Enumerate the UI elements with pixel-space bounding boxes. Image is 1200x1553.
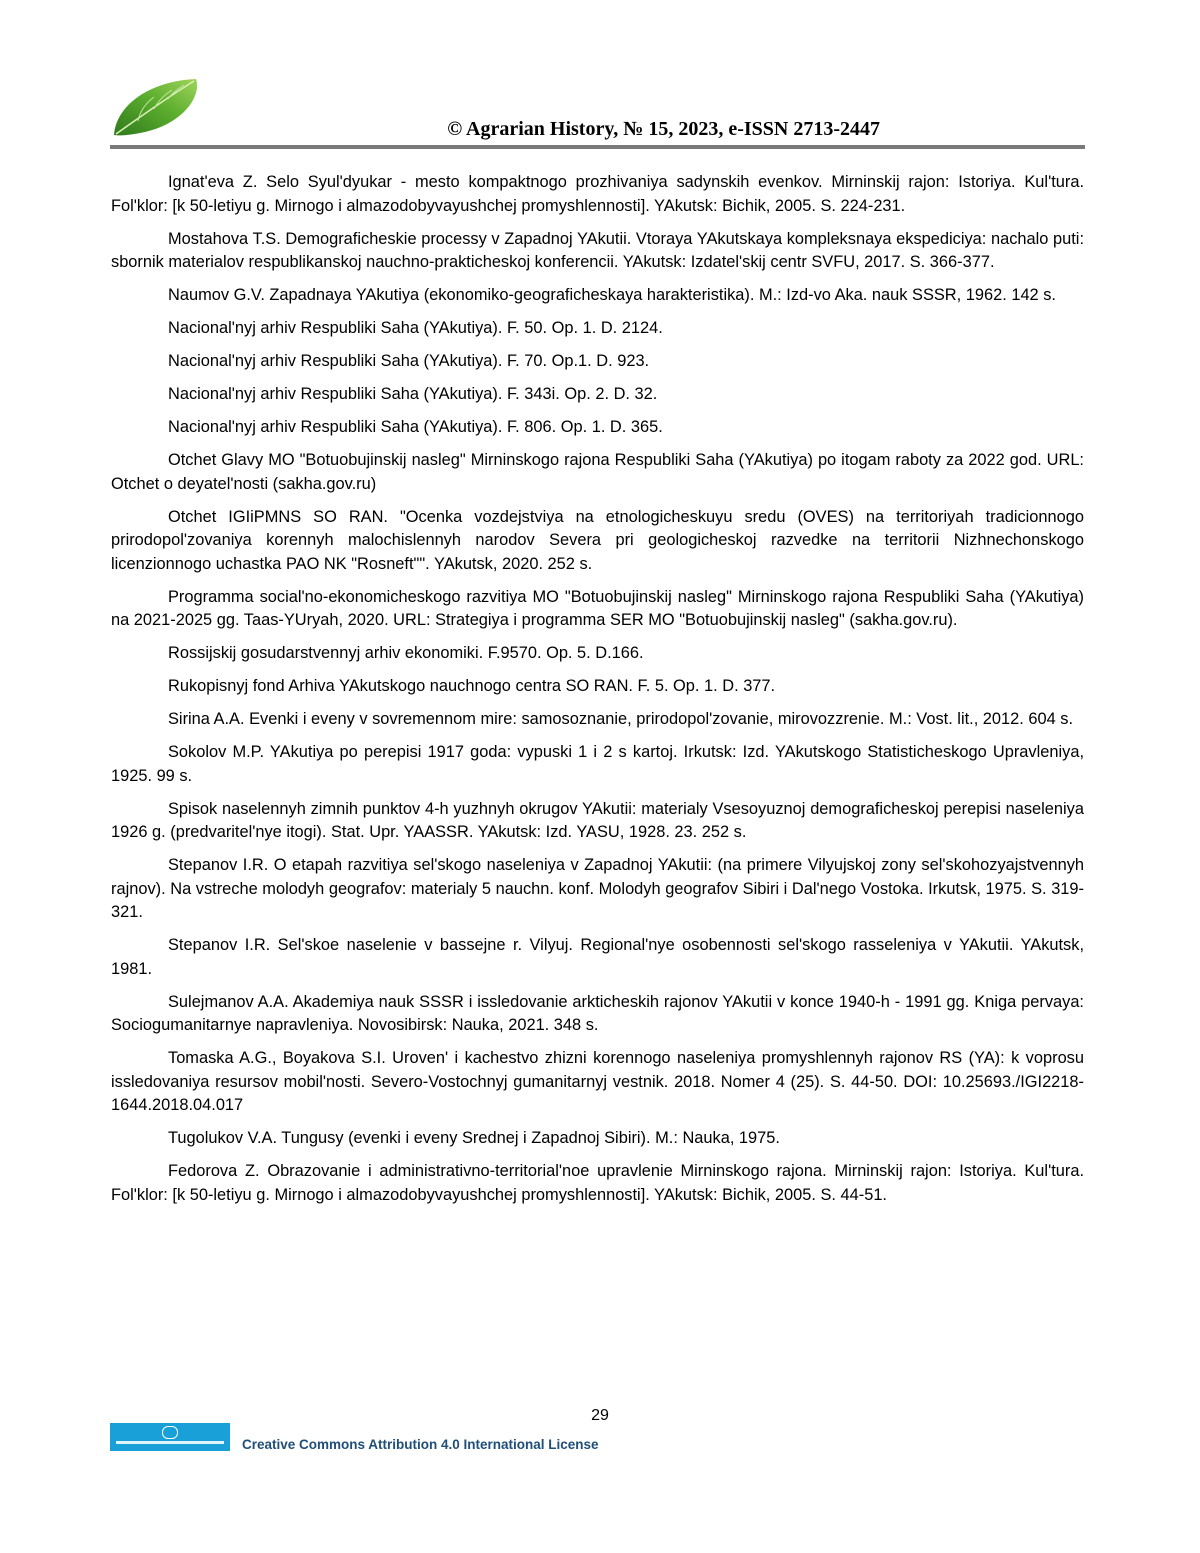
journal-title: © Agrarian History, № 15, 2023, e-ISSN 2713-2447	[447, 118, 880, 140]
cc-license-badge-icon[interactable]	[110, 1423, 230, 1451]
reference-item: Mostahova T.S. Demograficheskie processy v Zapadnoj YAkutii. Vtoraya YAkutskaya kompleksnaya ekspediciya: nachalo puti: sbornik materialov respublikanskoj nauchno-prakticheskoj konferencii. YAkutsk: Izdatel'skij centr SVFU, 2017. S. 366-377.	[111, 229, 1084, 271]
reference-item: Naumov G.V. Zapadnaya YAkutiya (ekonomiko-geograficheskaya harakteristika). M.: Izd-vo Aka. nauk SSSR, 1962. 142 s.	[168, 286, 1056, 304]
reference-item: Fedorova Z. Obrazovanie i administrativno-territorial'noe upravlenie Mirninskogo rajona. Mirninskij rajon: Istoriya. Kul'tura. Fol'klor: [k 50-letiyu g. Mirnogo i almazodobyvayushchej promyshlennosti]. YAkutsk: Bichik, 2005. S. 44-51.	[111, 1162, 1084, 1204]
reference-item: Nacional'nyj arhiv Respubliki Saha (YAkutiya). F. 50. Op. 1. D. 2124.	[168, 319, 663, 337]
header-rule	[110, 145, 1085, 149]
reference-item: Sokolov M.P. YAkutiya po perepisi 1917 goda: vypuski 1 i 2 s kartoj. Irkutsk: Izd. YAkutskogo Statisticheskogo Upravleniya, 1925. 99 s.	[111, 743, 1084, 785]
cc-badge-strip	[116, 1441, 224, 1444]
reference-item: Otchet IGIiPMNS SO RAN. "Ocenka vozdejstviya na etnologicheskuyu sredu (OVES) na territoriyah tradicionnogo prirodopol'zovaniya korennyh malochislennyh narodov Severa pri geologicheskoj razvedke na territorii Nizhnechonskogo licenzionnogo uchastka PAO NK "Rosneft"". YAkutsk, 2020. 252 s.	[111, 507, 1084, 573]
reference-item: Tomaska A.G., Boyakova S.I. Uroven' i kachestvo zhizni korennogo naseleniya promyshlennyh rajonov RS (YA): k voprosu issledovaniya resursov mobil'nosti. Severo-Vostochnyj gumanitarnyj vestnik. 2018. Nomer 4 (25). S. 44-50. DOI: 10.25693./IGI2218-1644.2018.04.017	[111, 1049, 1084, 1114]
reference-item: Spisok naselennyh zimnih punktov 4-h yuzhnyh okrugov YAkutii: materialy Vsesoyuznoj demograficheskoj perepisi naseleniya 1926 g. (predvaritel'nye itogi). Stat. Upr. YAASSR. YAkutsk: Izd. YASU, 1928. 23. 252 s.	[111, 799, 1084, 841]
leaf-logo-icon	[110, 75, 210, 137]
license-link[interactable]: Creative Commons Attribution 4.0 International License	[242, 1437, 599, 1452]
reference-item: Tugolukov V.A. Tungusy (evenki i eveny Srednej i Zapadnoj Sibiri). M.: Nauka, 1975.	[168, 1129, 780, 1147]
reference-item: Rossijskij gosudarstvennyj arhiv ekonomiki. F.9570. Op. 5. D.166.	[168, 644, 644, 662]
page-header	[110, 70, 1085, 152]
reference-item: Stepanov I.R. O etapah razvitiya sel'skogo naseleniya v Zapadnoj YAkutii: (na primere Vilyujskoj zony sel'skohozyajstvennyh rajnov). Na vstreche molodyh geografov: materialy 5 nauchn. konf. Molodyh geografov Sibiri i Dal'nego Vostoka. Irkutsk, 1975. S. 319-321.	[111, 856, 1084, 921]
reference-item: Otchet Glavy MO "Botuobujinskij nasleg" Mirninskogo rajona Respubliki Saha (YAkutiya) po itogam raboty za 2022 god. URL: Otchet o deyatel'nosti (sakha.gov.ru)	[111, 451, 1084, 493]
cc-logo-icon	[162, 1426, 178, 1439]
reference-item: Nacional'nyj arhiv Respubliki Saha (YAkutiya). F. 343i. Op. 2. D. 32.	[168, 385, 658, 403]
page-footer	[110, 1423, 910, 1459]
page-number: 29	[591, 1407, 609, 1424]
reference-item: Rukopisnyj fond Arhiva YAkutskogo nauchnogo centra SO RAN. F. 5. Op. 1. D. 377.	[168, 677, 776, 695]
reference-item: Nacional'nyj arhiv Respubliki Saha (YAkutiya). F. 806. Op. 1. D. 365.	[168, 418, 663, 436]
reference-item: Stepanov I.R. Sel'skoe naselenie v bassejne r. Vilyuj. Regional'nye osobennosti sel'skogo rasseleniya v YAkutii. YAkutsk, 1981.	[111, 936, 1084, 978]
reference-item: Ignat'eva Z. Selo Syul'dyukar - mesto kompaktnogo prozhivaniya sadynskih evenkov. Mirninskij rajon: Istoriya. Kul'tura. Fol'klor: [k 50-letiyu g. Mirnogo i almazodobyvayushchej promyshlennosti]. YAkutsk: Bichik, 2005. S. 224-231.	[111, 173, 1084, 215]
reference-item: Programma social'no-ekonomicheskogo razvitiya MO "Botuobujinskij nasleg" Mirninskogo rajona Respubliki Saha (YAkutiya) na 2021-2025 gg. Taas-YUryah, 2020. URL: Strategiya i programma SER MO "Botuobujinskij nasleg" (sakha.gov.ru).	[111, 587, 1084, 629]
reference-item: Sirina A.A. Evenki i eveny v sovremennom mire: samosoznanie, prirodopol'zovanie, mirovozzrenie. M.: Vost. lit., 2012. 604 s.	[168, 710, 1074, 728]
reference-item: Nacional'nyj arhiv Respubliki Saha (YAkutiya). F. 70. Op.1. D. 923.	[168, 352, 650, 370]
reference-item: Sulejmanov A.A. Akademiya nauk SSSR i issledovanie arkticheskih rajonov YAkutii v konce 1940-h - 1991 gg. Kniga pervaya: Sociogumanitarnye napravleniya. Novosibirsk: Nauka, 2021. 348 s.	[111, 992, 1084, 1034]
reference-list	[111, 171, 1084, 1217]
